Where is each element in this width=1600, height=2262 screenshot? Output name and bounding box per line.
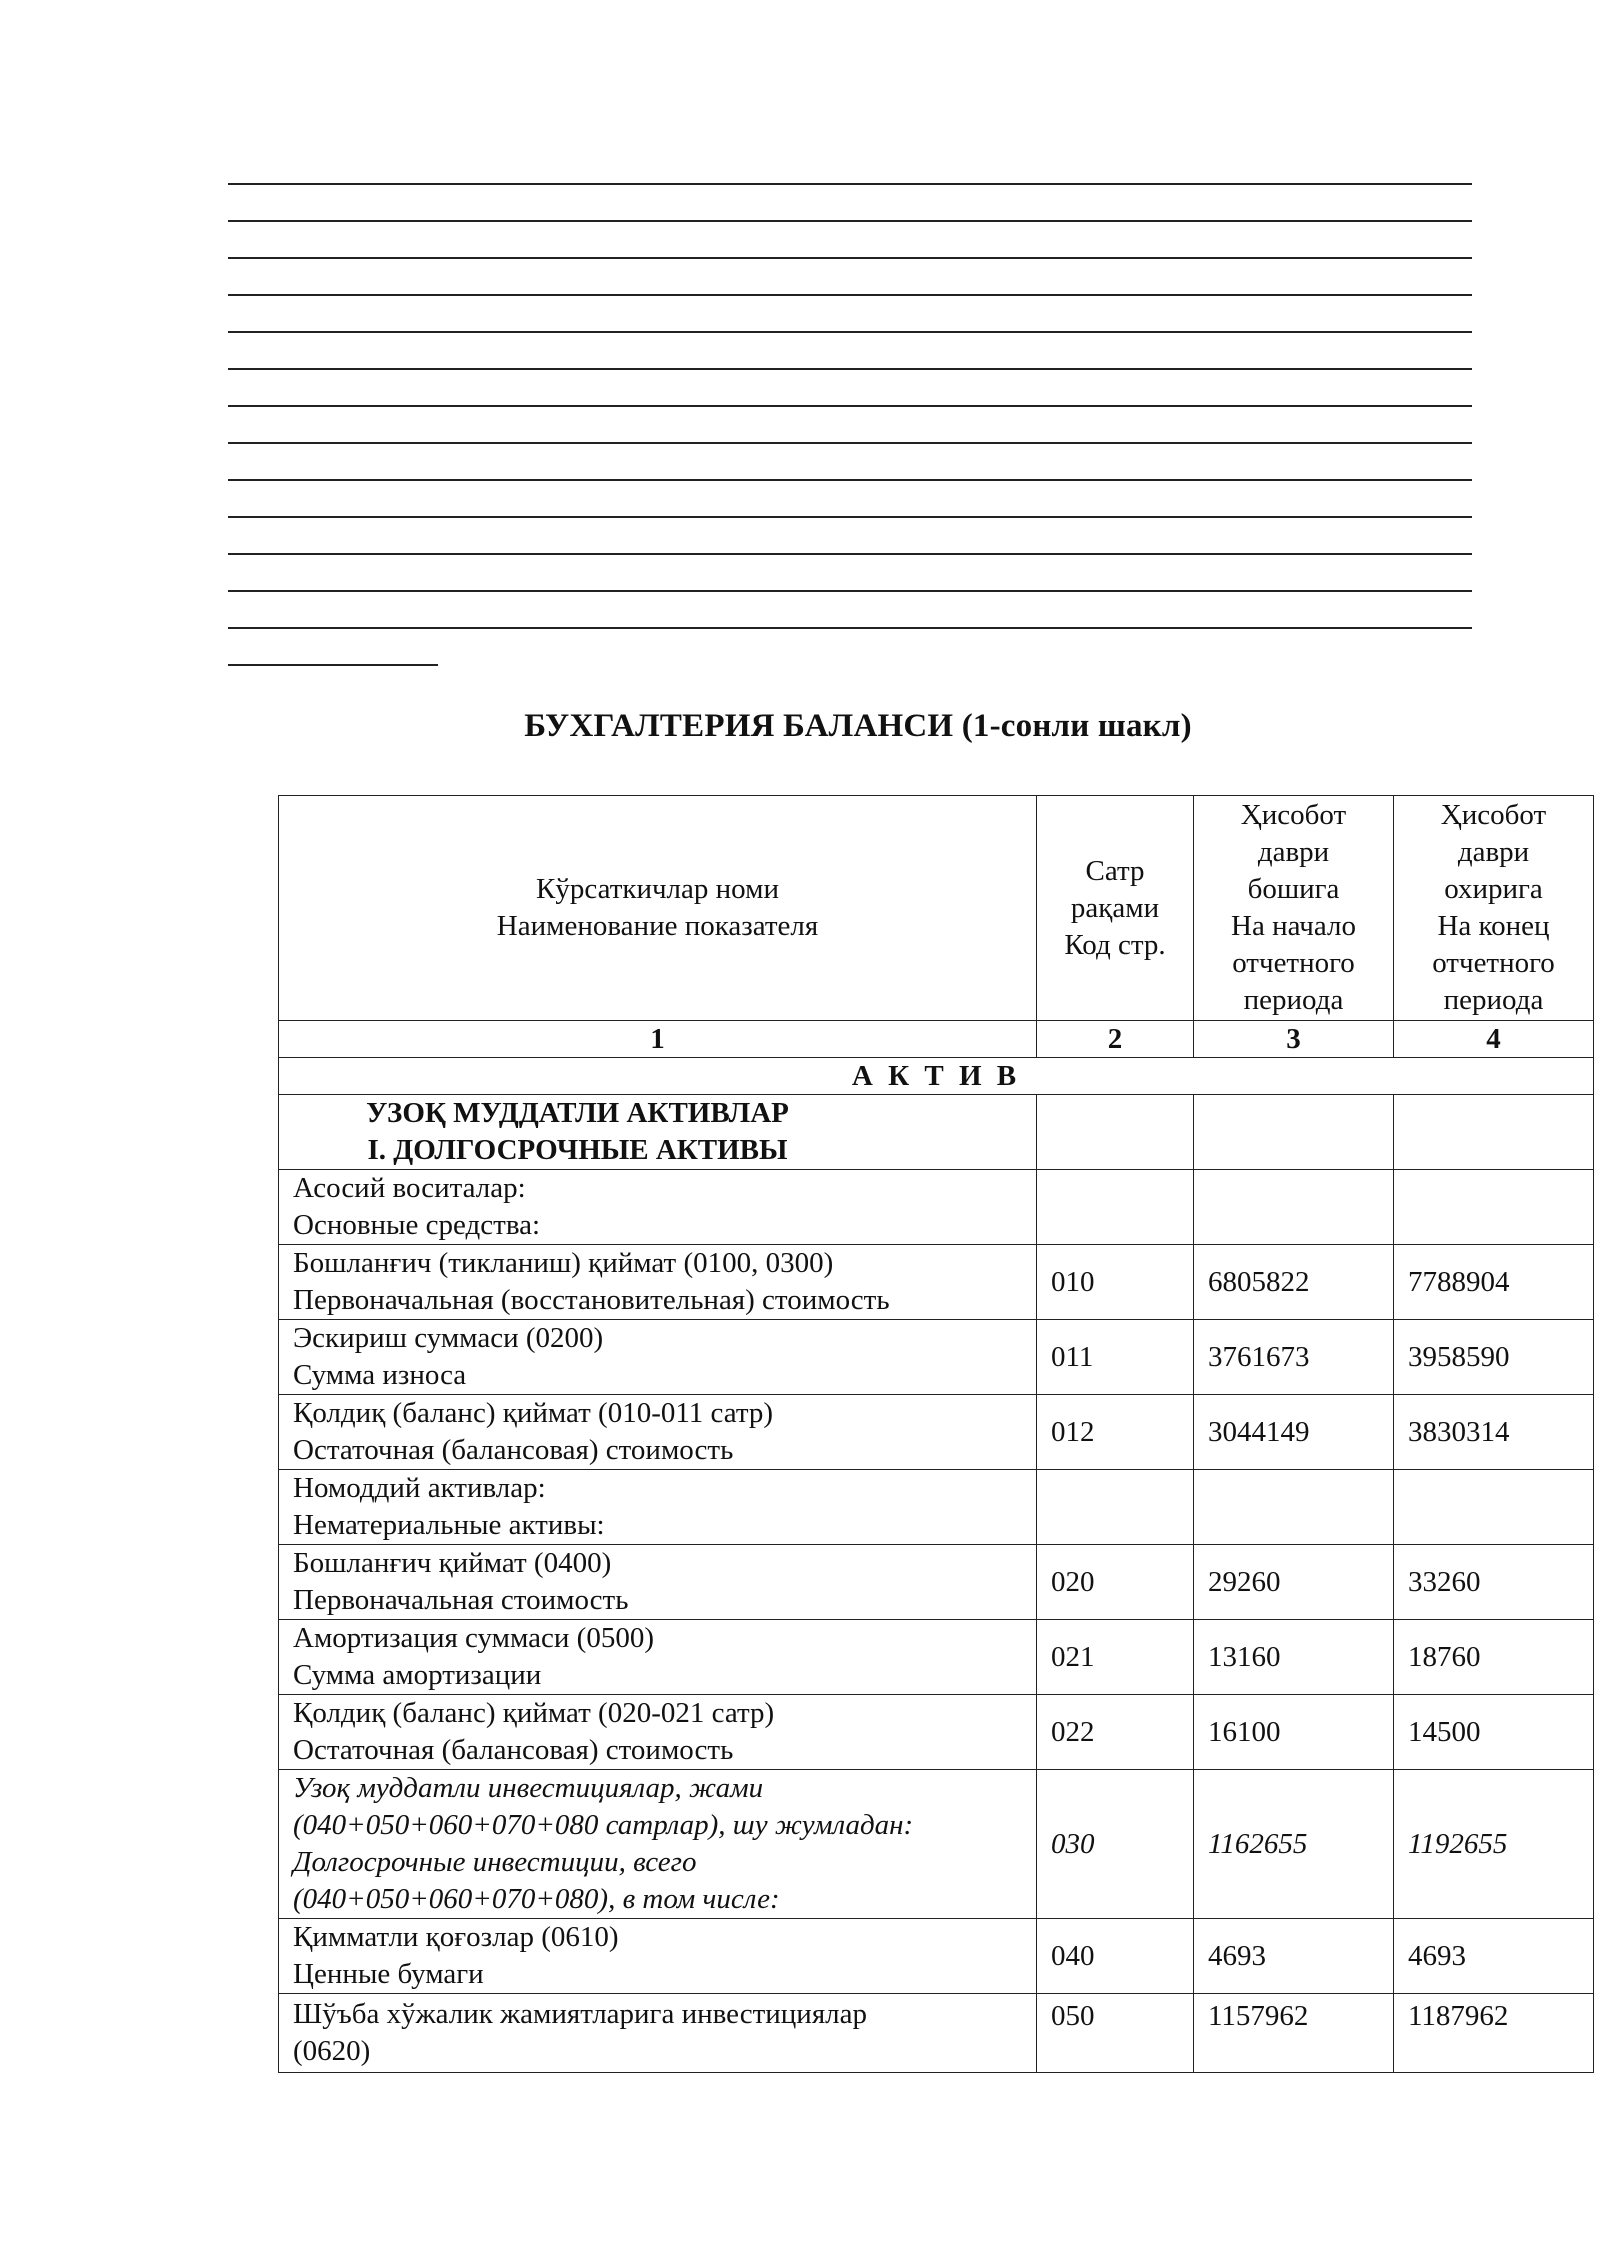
row-code: 020	[1037, 1545, 1194, 1620]
row-name: Қолдиқ (баланс) қиймат (020-021 сатр) Остаточная (балансовая) стоимость	[279, 1695, 1037, 1770]
row-name: Амортизация суммаси (0500) Сумма амортизации	[279, 1620, 1037, 1695]
header-period-start: Ҳисобот даври бошига На начало отчетного периода	[1194, 796, 1394, 1021]
row-end: 18760	[1394, 1620, 1594, 1695]
blank-line-3	[228, 257, 1472, 259]
table-row	[279, 1470, 1594, 1545]
row-end: 14500	[1394, 1695, 1594, 1770]
row-name: Қолдиқ (баланс) қиймат (010-011 сатр) Остаточная (балансовая) стоимость	[279, 1395, 1037, 1470]
row-start: 29260	[1194, 1545, 1394, 1620]
row-end: 1187962	[1394, 1994, 1594, 2073]
table-row-investments-total	[279, 1770, 1594, 1919]
table-row	[279, 1994, 1594, 2073]
blank-line-9	[228, 479, 1472, 481]
blank-line-5	[228, 331, 1472, 333]
row-start: 16100	[1194, 1695, 1394, 1770]
row-start: 4693	[1194, 1919, 1394, 1994]
subsection-title: УЗОҚ МУДДАТЛИ АКТИВЛАР I. ДОЛГОСРОЧНЫЕ АКТИВЫ	[279, 1095, 1037, 1170]
row-start: 6805822	[1194, 1245, 1394, 1320]
header-period-end: Ҳисобот даври охирига На конец отчетного периода	[1394, 796, 1594, 1021]
row-end	[1394, 1470, 1594, 1545]
table-row	[279, 1695, 1594, 1770]
blank-line-6	[228, 368, 1472, 370]
row-code: 021	[1037, 1620, 1194, 1695]
blank-line-2	[228, 220, 1472, 222]
column-number-row	[279, 1021, 1594, 1058]
row-code	[1037, 1170, 1194, 1245]
table-row	[279, 1395, 1594, 1470]
column-number: 1	[279, 1021, 1037, 1058]
blank-line-4	[228, 294, 1472, 296]
blank-line-11	[228, 553, 1472, 555]
blank-line-short	[228, 664, 438, 666]
blank-line-7	[228, 405, 1472, 407]
row-end: 4693	[1394, 1919, 1594, 1994]
row-name: Асосий воситалар: Основные средства:	[279, 1170, 1037, 1245]
row-start	[1194, 1470, 1394, 1545]
blank-line-12	[228, 590, 1472, 592]
header-code: Сатр рақами Код стр.	[1037, 796, 1194, 1021]
row-name: Қимматли қоғозлар (0610) Ценные бумаги	[279, 1919, 1037, 1994]
row-code: 022	[1037, 1695, 1194, 1770]
page-title: БУХГАЛТЕРИЯ БАЛАНСИ (1-сонли шакл)	[524, 708, 1192, 744]
column-number: 2	[1037, 1021, 1194, 1058]
row-start: 1162655	[1194, 1770, 1394, 1919]
row-start: 3044149	[1194, 1395, 1394, 1470]
row-code: 010	[1037, 1245, 1194, 1320]
row-code: 040	[1037, 1919, 1194, 1994]
section-title: А К Т И В	[279, 1058, 1594, 1095]
row-name: Бошланғич (тикланиш) қиймат (0100, 0300) Первоначальная (восстановительная) стоимость	[279, 1245, 1037, 1320]
row-end: 33260	[1394, 1545, 1594, 1620]
row-start	[1194, 1170, 1394, 1245]
row-name: Эскириш суммаси (0200) Сумма износа	[279, 1320, 1037, 1395]
blank-line-10	[228, 516, 1472, 518]
table-row	[279, 1320, 1594, 1395]
blank-line-8	[228, 442, 1472, 444]
column-number: 3	[1194, 1021, 1394, 1058]
row-code	[1037, 1470, 1194, 1545]
row-start: 1157962	[1194, 1994, 1394, 2073]
table-header-row	[279, 796, 1594, 1021]
row-start: 13160	[1194, 1620, 1394, 1695]
header-name: Кўрсаткичлар номи Наименование показателя	[279, 796, 1037, 1021]
row-end	[1394, 1170, 1594, 1245]
row-name: Бошланғич қиймат (0400) Первоначальная стоимость	[279, 1545, 1037, 1620]
table-row	[279, 1620, 1594, 1695]
row-name: Номоддий активлар: Нематериальные активы:	[279, 1470, 1037, 1545]
blank-line-13	[228, 627, 1472, 629]
balance-table	[278, 795, 1594, 2073]
table-row	[279, 1245, 1594, 1320]
row-code: 050	[1037, 1994, 1194, 2073]
row-code: 030	[1037, 1770, 1194, 1919]
row-start: 3761673	[1194, 1320, 1394, 1395]
table-row	[279, 1545, 1594, 1620]
table-row	[279, 1170, 1594, 1245]
subsection-row	[279, 1095, 1594, 1170]
row-end: 7788904	[1394, 1245, 1594, 1320]
row-end: 3830314	[1394, 1395, 1594, 1470]
row-end: 3958590	[1394, 1320, 1594, 1395]
table-row	[279, 1919, 1594, 1994]
row-name: Шўъба хўжалик жамиятларига инвестициялар (0620)	[279, 1994, 1037, 2073]
section-row-active	[279, 1058, 1594, 1095]
blank-line-1	[228, 183, 1472, 185]
column-number: 4	[1394, 1021, 1594, 1058]
row-code: 011	[1037, 1320, 1194, 1395]
row-end: 1192655	[1394, 1770, 1594, 1919]
row-name: Узоқ муддатли инвестициялар, жами (040+050+060+070+080 сатрлар), шу жумладан: Долгосрочные инвестиции, всего (040+050+060+070+080), в том числе:	[279, 1770, 1037, 1919]
row-code: 012	[1037, 1395, 1194, 1470]
